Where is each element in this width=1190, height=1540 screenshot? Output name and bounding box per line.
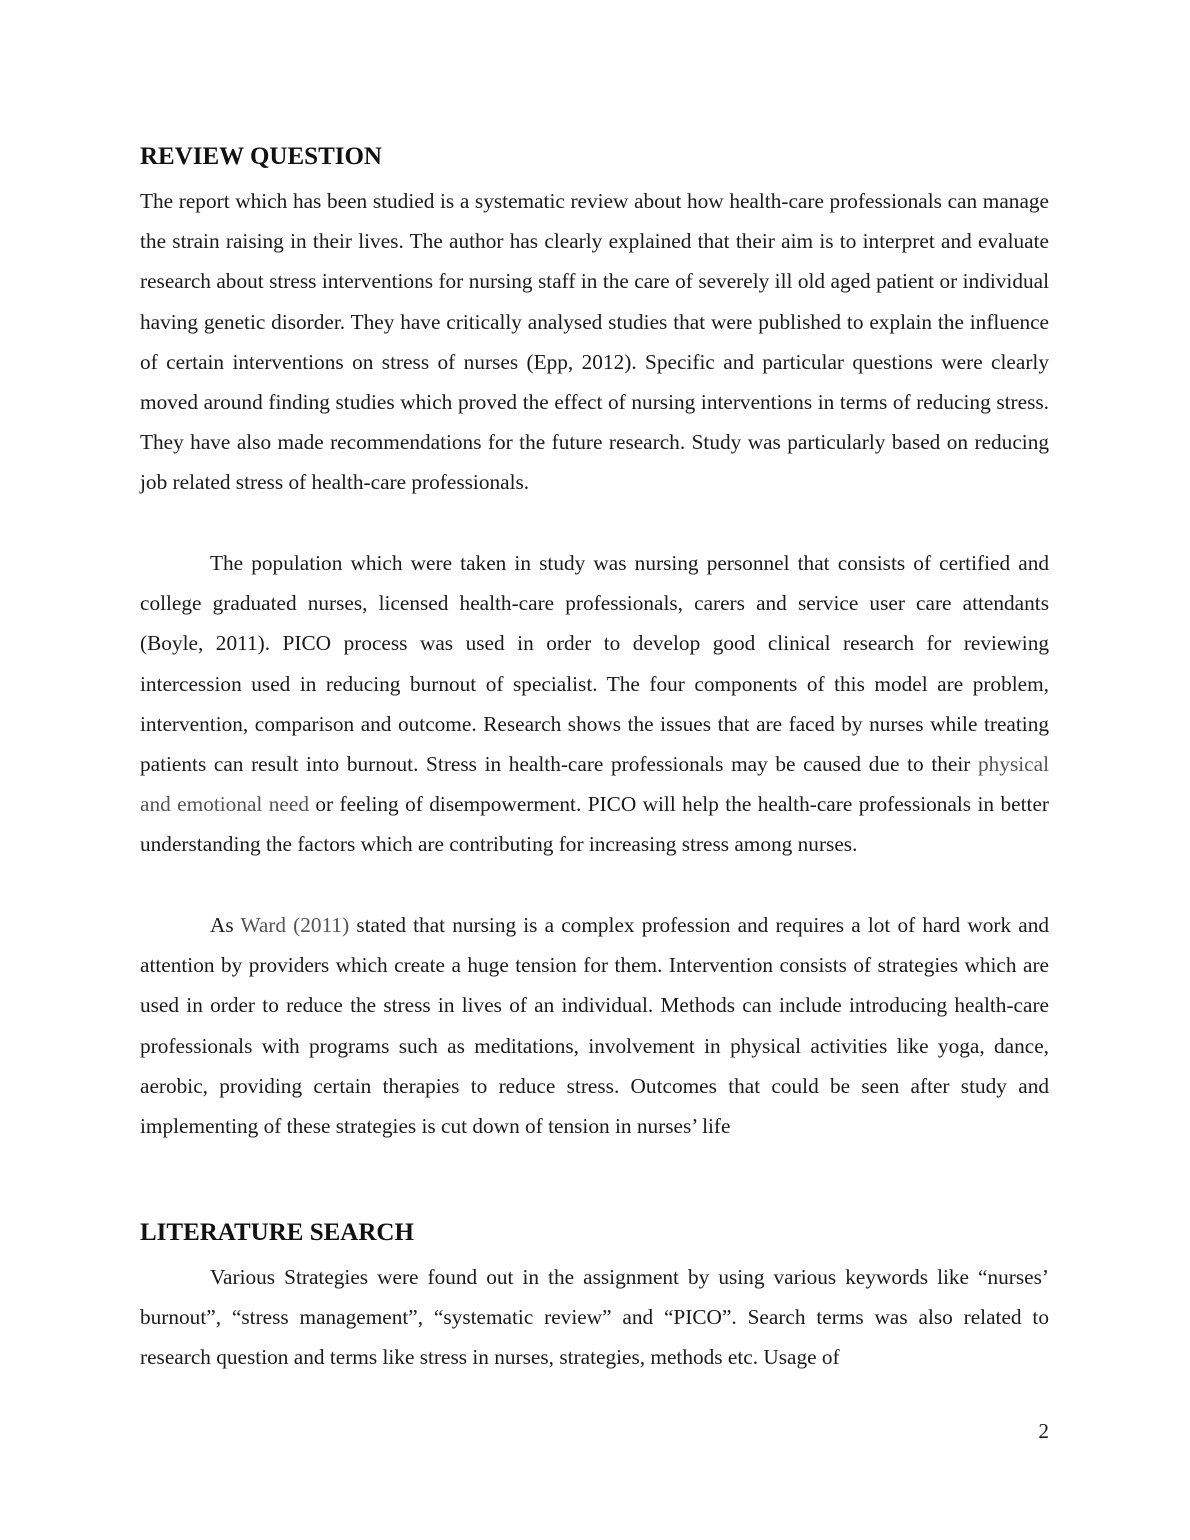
paragraph-3-text-end: stated that nursing is a complex profession and requires a lot of hard work and attention by providers which create a huge tension for them. Intervention consists of strategies which are used in order to reduce the stress in lives of an individual. Methods can include introducing health-care professionals with programs such as meditations, involvement in physical activities like yoga, dance, aerobic, providing certain therapies to reduce stress. Outcomes that could be seen after study and implementing of these strategies is cut down of tension in nurses’ life	[140, 913, 1049, 1139]
paragraph-2-text-start: The population which were taken in study was nursing personnel that consists of certified and college graduated nurses, licensed health-care professionals, carers and service user care attendants (Boyle, 2011). PICO process was used in order to develop good clinical research for reviewing intercession used in reducing burnout of specialist. The four components of this model are problem, intervention, comparison and outcome. Research shows the issues that are faced by nurses while treating patients can result into burnout. Stress in health-care professionals may be caused due to their	[140, 551, 1049, 777]
literature-search-heading: LITERATURE SEARCH	[140, 1219, 414, 1246]
physical-emotional-need-phrase: physical and emotional need	[140, 752, 1049, 817]
review-question-paragraph-3	[140, 905, 1049, 1146]
paragraph-3-text-start: As	[210, 913, 241, 937]
review-question-heading: REVIEW QUESTION	[140, 143, 382, 170]
review-question-paragraph-2	[140, 543, 1049, 865]
page-number: 2	[1038, 1419, 1049, 1443]
review-question-paragraph-1: The report which has been studied is a systematic review about how health-care professionals can manage the strain raising in their lives. The author has clearly explained that their aim is to interpret and evaluate research about stress interventions for nursing staff in the care of severely ill old aged patient or individual having genetic disorder. They have critically analysed studies that were published to explain the influence of certain interventions on stress of nurses (Epp, 2012). Specific and particular questions were clearly moved around finding studies which proved the effect of nursing interventions in terms of reducing stress. They have also made recommendations for the future research. Study was particularly based on reducing job related stress of health-care professionals.	[140, 189, 1049, 495]
ward-citation: Ward (2011)	[240, 913, 350, 937]
paragraph-2-text-end: or feeling of disempowerment. PICO will help the health-care professionals in better understanding the factors which are contributing for increasing stress among nurses.	[140, 792, 1049, 857]
literature-search-paragraph-1: Various Strategies were found out in the assignment by using various keywords like “nurses’ burnout”, “stress management”, “systematic review” and “PICO”. Search terms was also related to research question and terms like stress in nurses, strategies, methods etc. Usage of	[140, 1265, 1049, 1370]
